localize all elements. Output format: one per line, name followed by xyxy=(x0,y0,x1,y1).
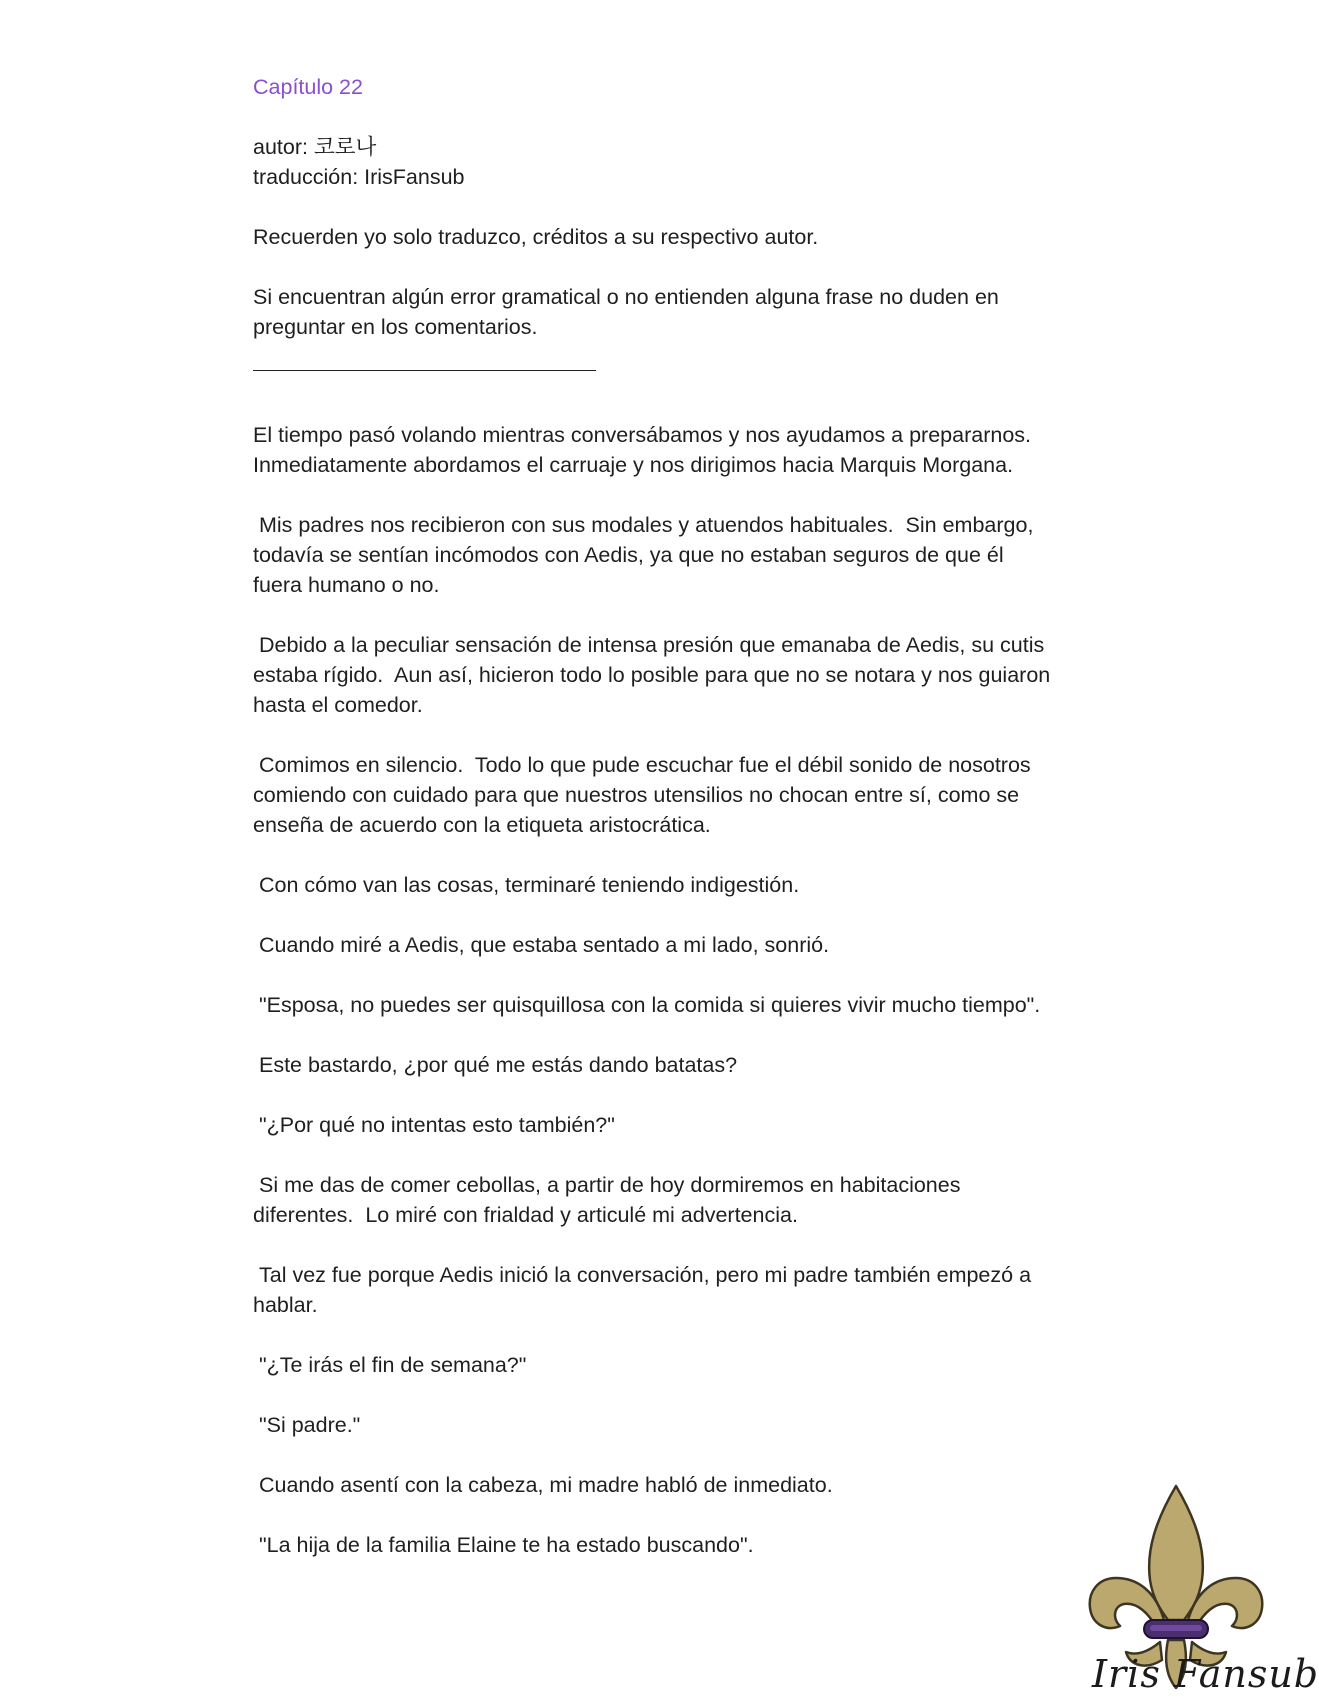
paragraph: Debido a la peculiar sensación de intensa presión que emanaba de Aedis, su cutis estaba rígido. Aun así, hicieron todo lo posible para que no se notara y nos guiaron hasta el comedor. xyxy=(253,633,1057,717)
document-page xyxy=(253,72,1057,1590)
paragraph: "Si padre." xyxy=(253,1413,361,1437)
paragraph: Con cómo van las cosas, terminaré teniendo indigestión. xyxy=(253,873,800,897)
paragraph: El tiempo pasó volando mientras conversábamos y nos ayudamos a prepararnos. Inmediatamente abordamos el carruaje y nos dirigimos hacia Marquis Morgana. xyxy=(253,423,1043,477)
paragraph: Comimos en silencio. Todo lo que pude escuchar fue el débil sonido de nosotros comiendo con cuidado para que nuestros utensilios no chocan entre sí, como se enseña de acuerdo con la etiqueta aristocrática. xyxy=(253,753,1037,837)
notice-errors: Si encuentran algún error gramatical o no entienden alguna frase no duden en preguntar en los comentarios. xyxy=(253,285,1005,339)
paragraph: "¿Te irás el fin de semana?" xyxy=(253,1353,527,1377)
notice-credits: Recuerden yo solo traduzco, créditos a su respectivo autor. xyxy=(253,225,819,249)
paragraph: "La hija de la familia Elaine te ha estado buscando". xyxy=(253,1533,754,1557)
chapter-title: Capítulo 22 xyxy=(253,75,363,99)
paragraph: Si me das de comer cebollas, a partir de hoy dormiremos en habitaciones diferentes. Lo miré con frialdad y articulé mi advertencia. xyxy=(253,1173,967,1227)
paragraph: "¿Por qué no intentas esto también?" xyxy=(253,1113,615,1137)
author-line: autor: 코로나 xyxy=(253,135,377,159)
logo-text: Iris Fansub xyxy=(1092,1652,1319,1696)
translation-line: traducción: IrisFansub xyxy=(253,165,465,189)
credits-block xyxy=(253,132,1053,192)
paragraph: Cuando asentí con la cabeza, mi madre habló de inmediato. xyxy=(253,1473,833,1497)
paragraph: Cuando miré a Aedis, que estaba sentado a mi lado, sonrió. xyxy=(253,933,830,957)
paragraph: Mis padres nos recibieron con sus modales y atuendos habituales. Sin embargo, todavía se sentían incómodos con Aedis, ya que no estaban seguros de que él fuera humano o no. xyxy=(253,513,1040,597)
section-divider xyxy=(253,370,596,371)
paragraph: "Esposa, no puedes ser quisquillosa con la comida si quieres vivir mucho tiempo". xyxy=(253,993,1041,1017)
paragraph: Tal vez fue porque Aedis inició la conversación, pero mi padre también empezó a hablar. xyxy=(253,1263,1038,1317)
paragraph: Este bastardo, ¿por qué me estás dando batatas? xyxy=(253,1053,738,1077)
